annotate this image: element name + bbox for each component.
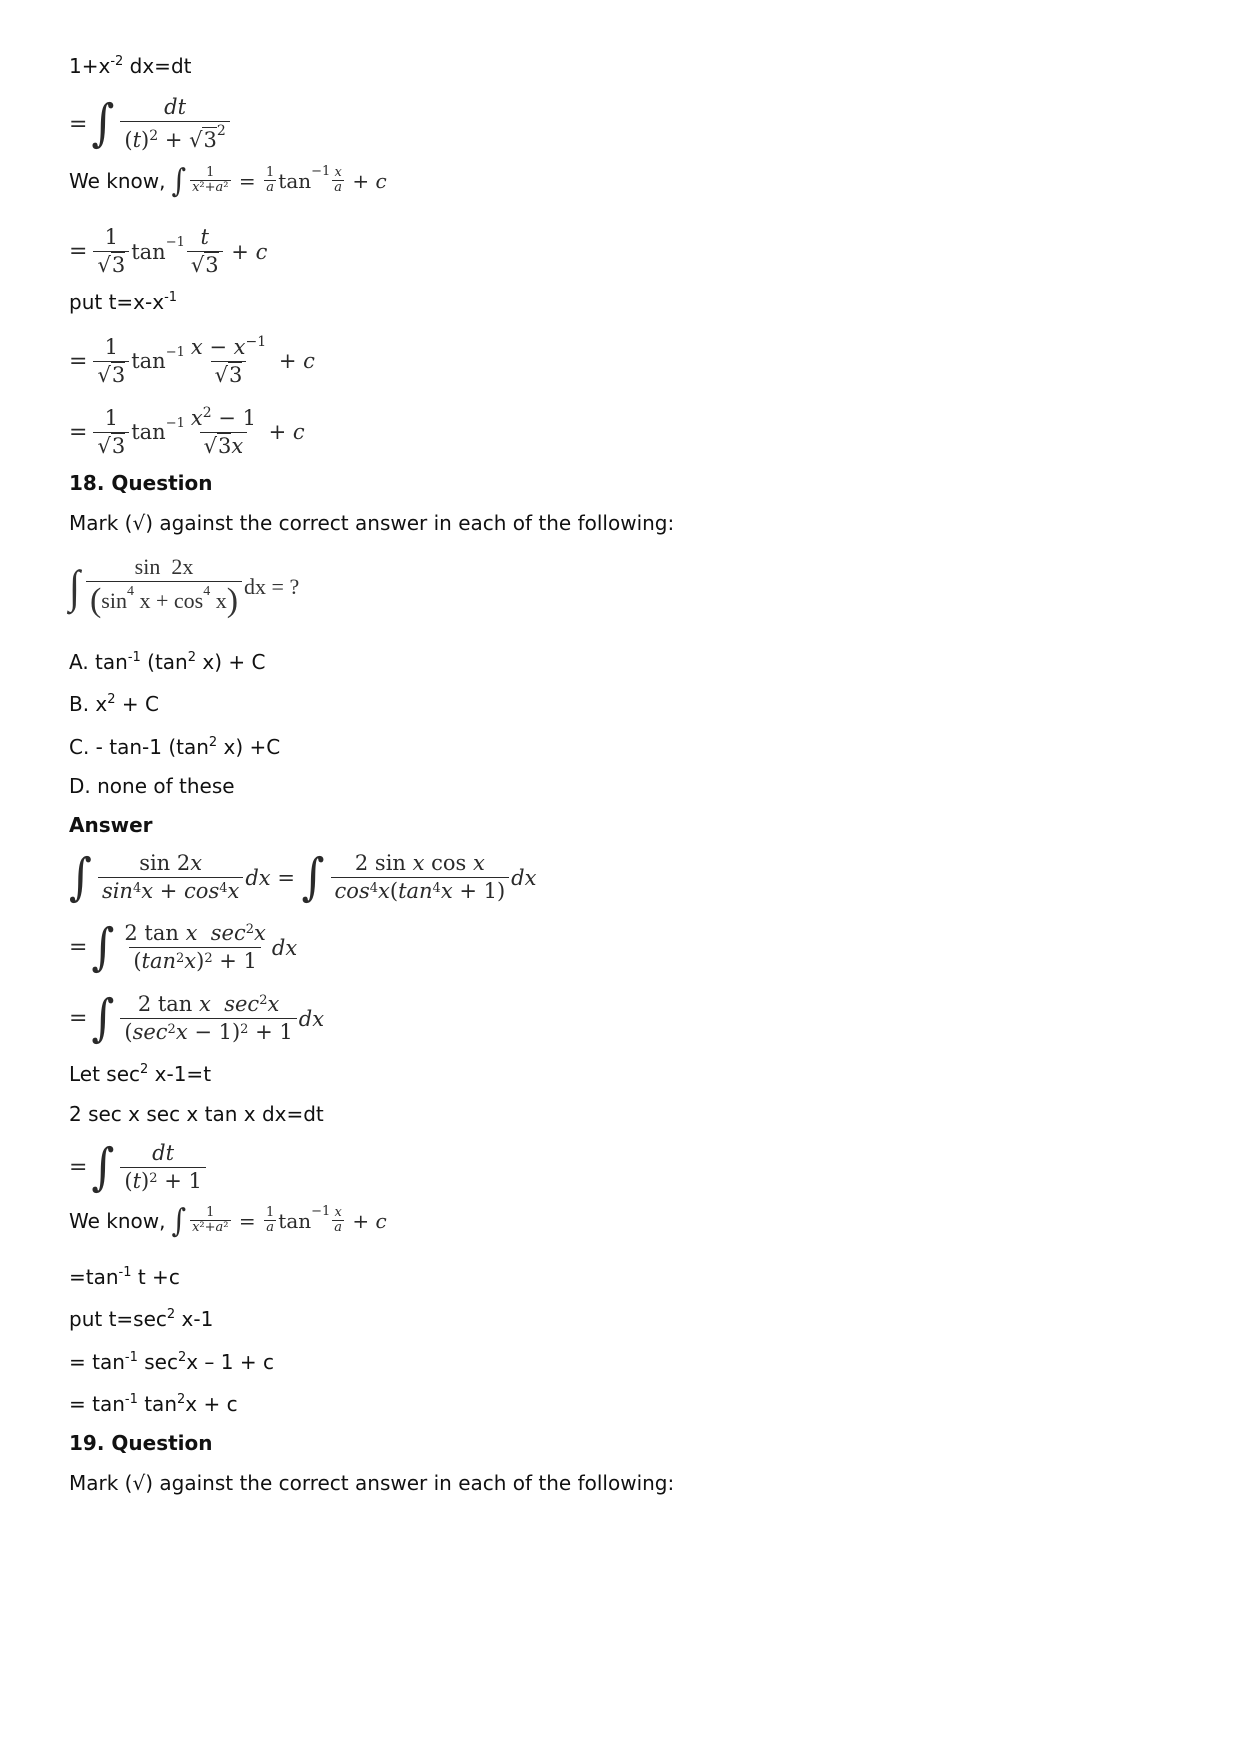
option-a[interactable]: A. $\tan^{-1} (\tan^2$ x) + C: [69, 650, 266, 674]
standard-formula-1: We know, ∫ $\frac{1}{\text{x²+a²}}$ = $\frac{1}{a}$ tan −1 $\frac{x}{a}$ + c: [69, 161, 387, 200]
final-result-q17: = $\frac{1}{√3}$ tan −1 $\frac{x^2 - 1}{√3x}$ + c: [69, 405, 305, 459]
answer-heading: Answer: [69, 813, 153, 837]
option-d[interactable]: D. none of these: [69, 774, 235, 798]
option-b[interactable]: B. $x^2 + C$: [69, 692, 159, 716]
differential-step: 2 sec x sec x tan x dx=dt: [69, 1102, 324, 1126]
question-19-instruction: Mark (√) against the correct answer in each of the following:: [69, 1471, 675, 1495]
standard-formula-2: We know, ∫ $\frac{1}{\text{x²+a²}}$ = $\frac{1}{a}$ tan −1 $\frac{x}{a}$ + c: [69, 1201, 387, 1240]
question-18-instruction: Mark (√) against the correct answer in each of the following:: [69, 511, 675, 535]
put-t-sec-substitution: put $t=\sec^2$ x-1: [69, 1307, 214, 1331]
result-with-x-minus-x-inverse: = $\frac{1}{√3}$ tan −1 $\frac{x - x^{-1}}{√3}$ + c: [69, 334, 315, 388]
question-18-heading: 18. Question: [69, 471, 213, 495]
put-t-substitution: put $t=x-x^{-1}$: [69, 290, 178, 314]
final-result-q18: = $\tan^{-1} \tan^2x + c$: [69, 1392, 238, 1416]
question-19-heading: 19. Question: [69, 1431, 213, 1455]
result-sec-form: = $\tan^{-1} \sec^2x - 1 + c$: [69, 1350, 274, 1374]
substitution-differential: $1+x^{-2}$ dx=dt: [69, 54, 192, 78]
answer-step-3: = ∫ $\frac{2 \tan x \sec^2x}{(\sec^2x - 1)^2 + 1}$ dx: [69, 988, 325, 1048]
option-c[interactable]: C. - tan-1 ($\tan^2$ x) +C: [69, 735, 281, 759]
answer-step-4: = ∫ $\frac{dt}{(t)^2 + 1}$: [69, 1142, 208, 1193]
question-18-problem: ∫ sin 2x ( sin 4 x + cos 4 x ) dx = ?: [69, 554, 300, 620]
answer-step-1: ∫ $\frac{\sin 2x}{\sin^4x + \cos^4x}$ dx = ∫ $\frac{\text{2 sin x cos x}}{\cos^4x(\tan^4x + 1)}$ dx: [69, 847, 537, 907]
result-tan-inverse: $=\tan^{-1}$ t +c: [69, 1265, 180, 1289]
integral-dt-over-t-squared-plus-3: = ∫ $\frac{dt}{(t)^2 + √3^2}$: [69, 96, 232, 152]
answer-step-2: = ∫ $\frac{2 \tan x \sec^2x}{(\tan^2x)^2 + 1}$ dx: [69, 917, 298, 977]
result-tan-inverse-t: = $\frac{1}{√3}$ tan −1 $\frac{t}{√3}$ + c: [69, 225, 268, 278]
let-substitution: Let $\sec^2 x-1=t$: [69, 1062, 212, 1086]
